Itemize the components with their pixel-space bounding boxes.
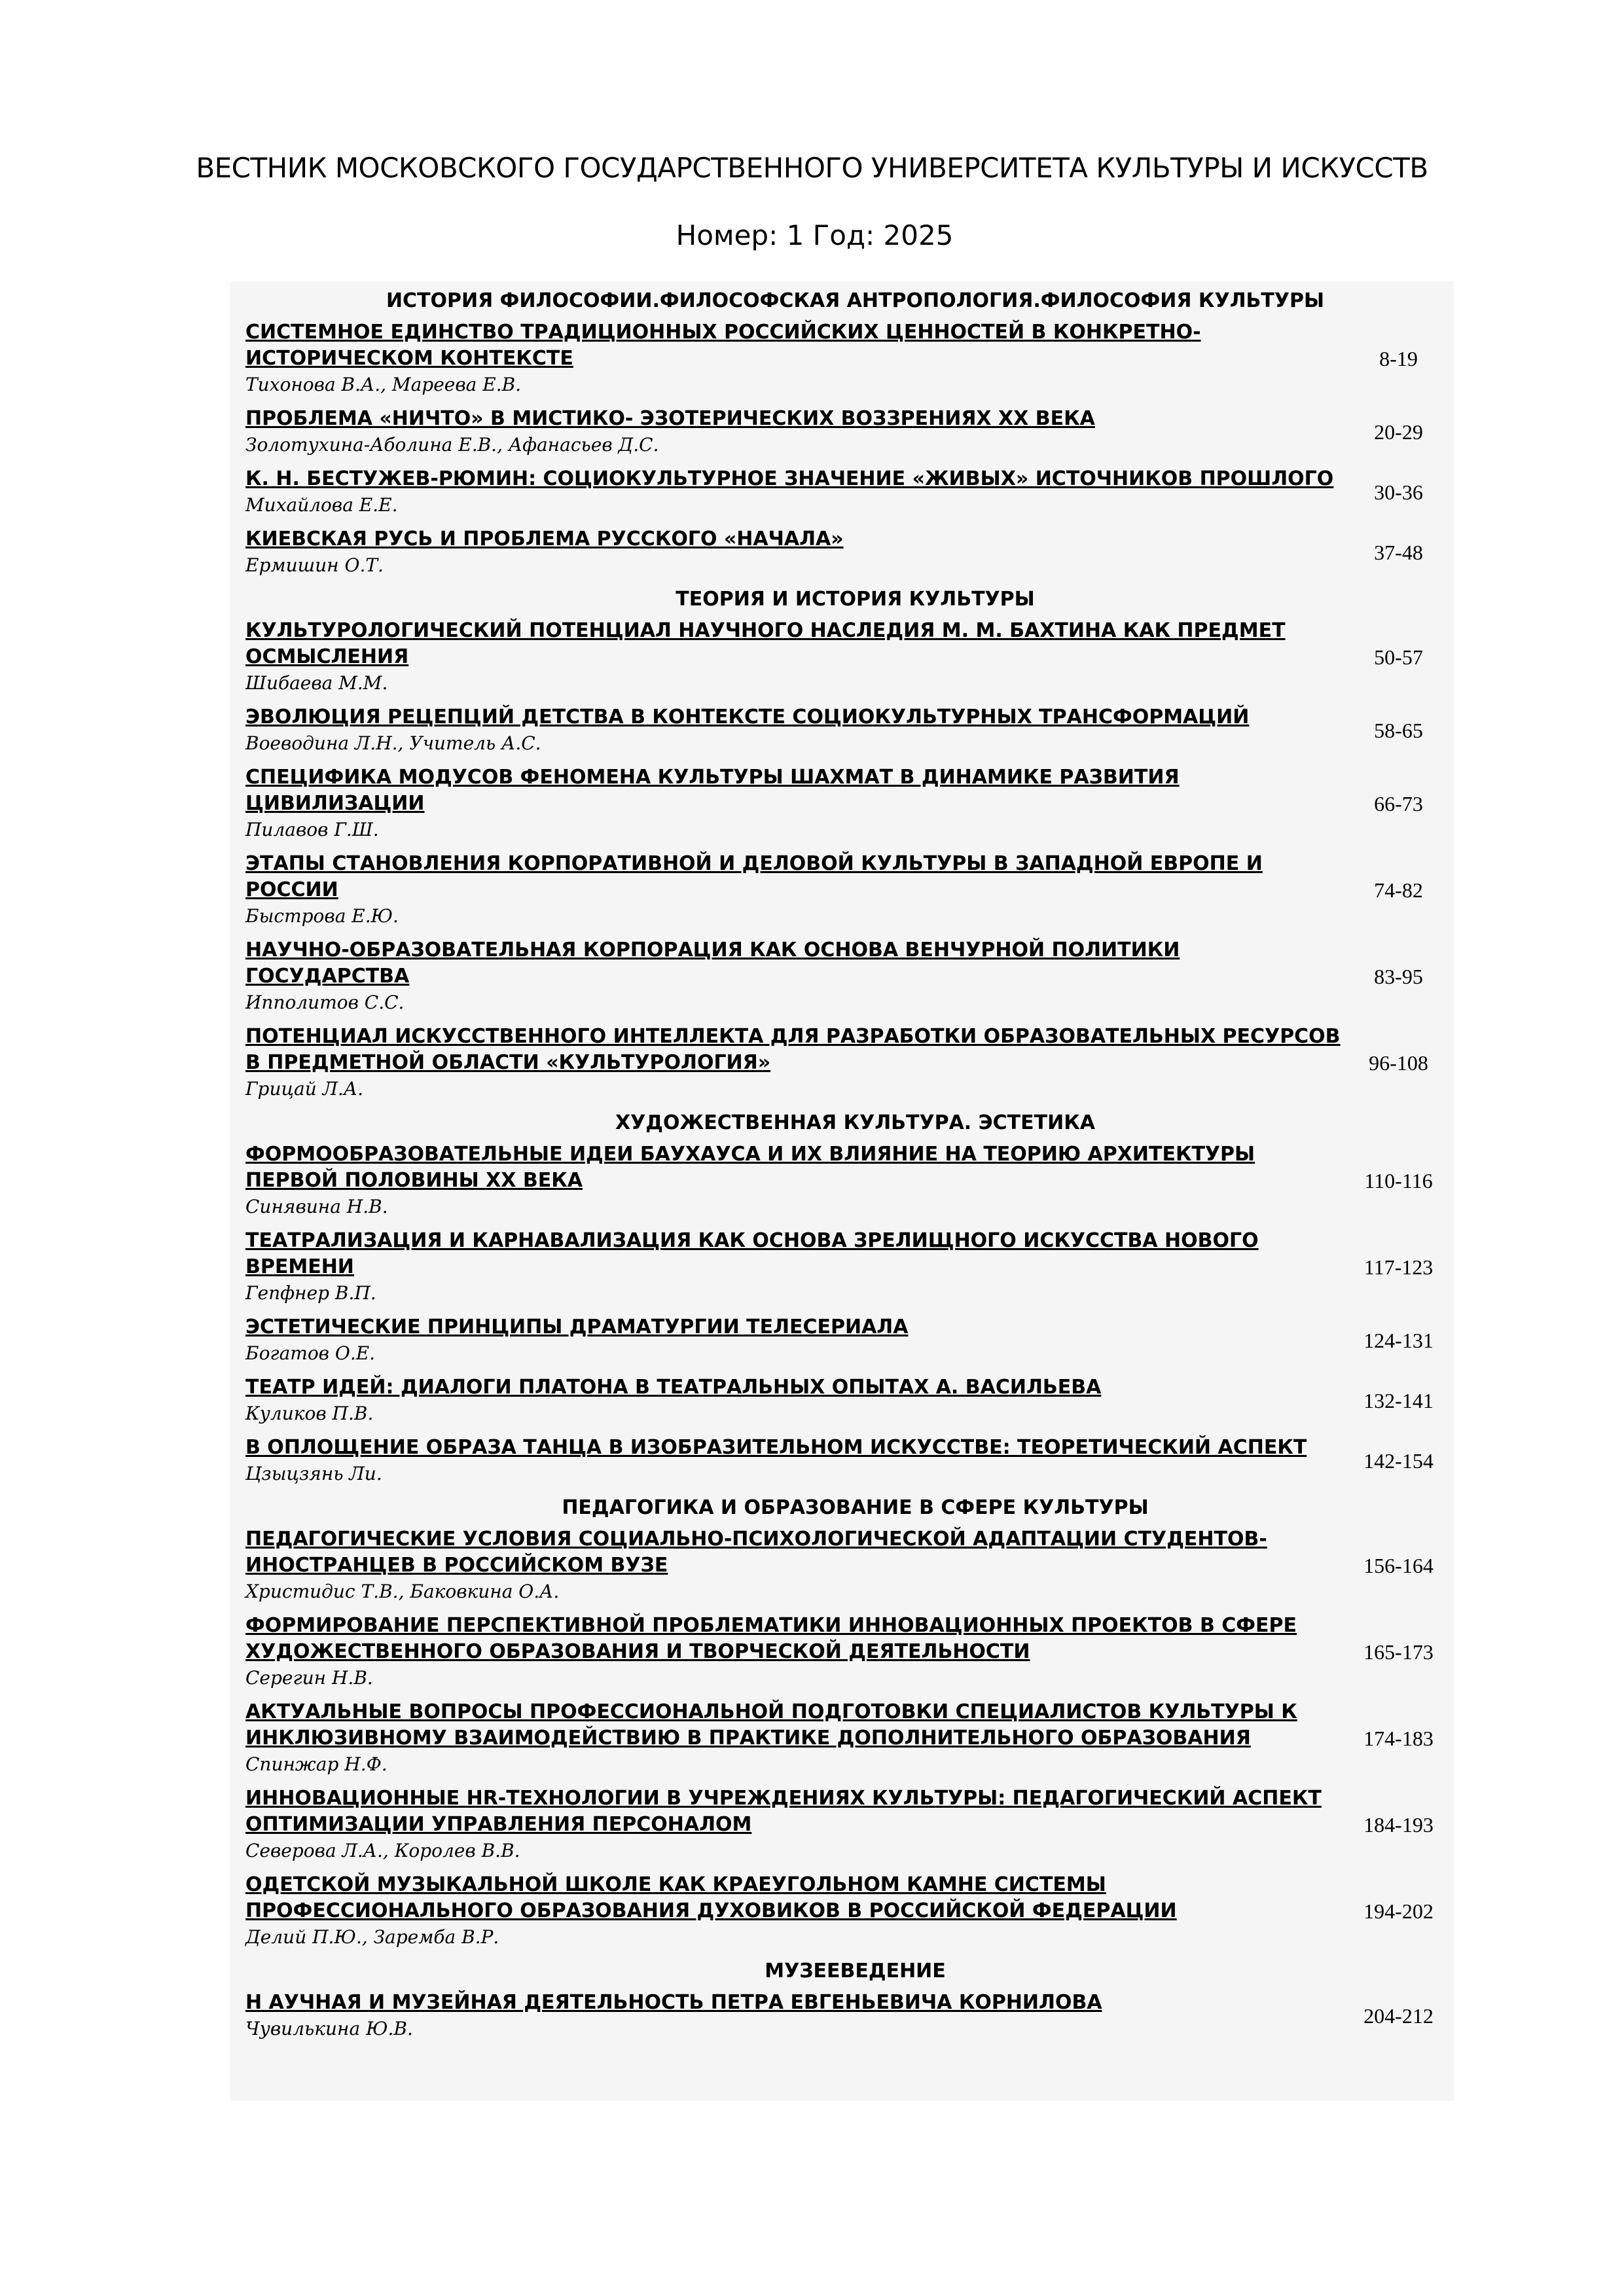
article-entry [230, 1024, 1454, 1102]
article-pages: 50-57 [1374, 645, 1423, 669]
article-authors: Богатов О.Е. [245, 1342, 376, 1364]
article-entry [230, 526, 1454, 579]
article-entry [230, 319, 1454, 398]
article-pages: 165-173 [1363, 1640, 1434, 1664]
article-pages: 184-193 [1363, 1812, 1434, 1837]
article-pages: 83-95 [1374, 964, 1423, 988]
article-info [230, 937, 1343, 1016]
article-pages: 174-183 [1363, 1726, 1434, 1750]
section-heading: ПЕДАГОГИКА И ОБРАЗОВАНИЕ В СФЕРЕ КУЛЬТУРЫ [562, 1496, 1149, 1519]
article-title-link[interactable]: ФОРМИРОВАНИЕ ПЕРСПЕКТИВНОЙ ПРОБЛЕМАТИКИ ИННОВАЦИОННЫХ ПРОЕКТОВ В СФЕРЕ [245, 1614, 1297, 1637]
article-title-link[interactable]: ПРОБЛЕМА «НИЧТО» В МИСТИКО- ЭЗОТЕРИЧЕСКИХ ВОЗЗРЕНИЯХ XX ВЕКА [245, 407, 1095, 430]
article-authors: Чувилькина Ю.В. [245, 2018, 413, 2039]
article-info [230, 764, 1343, 843]
article-info [230, 1141, 1343, 1220]
article-pages: 96-108 [1369, 1050, 1428, 1075]
article-info [230, 1228, 1343, 1306]
article-title-link[interactable]: ОСМЫСЛЕНИЯ [245, 645, 409, 668]
article-info [230, 1785, 1343, 1864]
article-pages: 110-116 [1364, 1168, 1433, 1193]
article-authors: Северова Л.А., Королев В.В. [245, 1840, 520, 1861]
article-title-link[interactable]: В ПРЕДМЕТНОЙ ОБЛАСТИ «КУЛЬТУРОЛОГИЯ» [245, 1051, 771, 1074]
article-authors: Христидис Т.В., Баковкина О.А. [245, 1581, 560, 1602]
article-info [230, 319, 1343, 398]
article-authors: Михайлова Е.Е. [245, 494, 398, 516]
article-entry [230, 466, 1454, 518]
article-authors: Пилавов Г.Ш. [245, 819, 379, 840]
article-title-link[interactable]: СИСТЕМНОЕ ЕДИНСТВО ТРАДИЦИОННЫХ РОССИЙСКИХ ЦЕННОСТЕЙ В КОНКРЕТНО- [245, 321, 1201, 344]
table-of-contents [230, 281, 1454, 2101]
article-entry [230, 618, 1454, 696]
article-info [230, 1613, 1343, 1691]
article-authors: Гепфнер В.П. [245, 1282, 376, 1304]
article-info [230, 851, 1343, 929]
article-pages: 74-82 [1374, 878, 1423, 902]
article-pages: 124-131 [1363, 1328, 1434, 1352]
article-authors: Воеводина Л.Н., Учитель А.С. [245, 732, 541, 754]
article-title-link[interactable]: РОССИИ [245, 878, 338, 901]
article-title-link[interactable]: КУЛЬТУРОЛОГИЧЕСКИЙ ПОТЕНЦИАЛ НАУЧНОГО НАСЛЕДИЯ М. М. БАХТИНА КАК ПРЕДМЕТ [245, 619, 1286, 642]
article-entry [230, 1374, 1454, 1427]
article-pages: 117-123 [1363, 1255, 1434, 1279]
article-authors: Цзыцзянь Ли. [245, 1463, 382, 1484]
article-entry [230, 937, 1454, 1016]
article-title-link[interactable]: ТЕАТРАЛИЗАЦИЯ И КАРНАВАЛИЗАЦИЯ КАК ОСНОВА ЗРЕЛИЩНОГО ИСКУССТВА НОВОГО [245, 1229, 1259, 1252]
article-title-link[interactable]: ПРОФЕССИОНАЛЬНОГО ОБРАЗОВАНИЯ ДУХОВИКОВ В РОССИЙСКОЙ ФЕДЕРАЦИИ [245, 1899, 1177, 1922]
article-pages: 156-164 [1363, 1553, 1434, 1577]
article-pages: 142-154 [1363, 1448, 1434, 1473]
article-info [230, 466, 1343, 518]
article-title-link[interactable]: Н АУЧНАЯ И МУЗЕЙНАЯ ДЕЯТЕЛЬНОСТЬ ПЕТРА ЕВГЕНЬЕВИЧА КОРНИЛОВА [245, 1991, 1102, 2014]
article-authors: Ипполитов С.С. [245, 992, 405, 1013]
article-pages: 194-202 [1363, 1899, 1434, 1923]
article-info [230, 1872, 1343, 1950]
article-title-link[interactable]: ФОРМООБРАЗОВАТЕЛЬНЫЕ ИДЕИ БАУХАУСА И ИХ ВЛИЯНИЕ НА ТЕОРИЮ АРХИТЕКТУРЫ [245, 1143, 1255, 1166]
article-authors: Серегин Н.В. [245, 1667, 373, 1689]
article-title-link[interactable]: ПЕРВОЙ ПОЛОВИНЫ XX ВЕКА [245, 1169, 583, 1192]
article-authors: Спинжар Н.Ф. [245, 1753, 388, 1775]
issue-info: Номер: 1 Год: 2025 [676, 219, 954, 251]
article-title-link[interactable]: ЭСТЕТИЧЕСКИЕ ПРИНЦИПЫ ДРАМАТУРГИИ ТЕЛЕСЕРИАЛА [245, 1316, 909, 1338]
article-title-link[interactable]: В ОПЛОЩЕНИЕ ОБРАЗА ТАНЦА В ИЗОБРАЗИТЕЛЬНОМ ИСКУССТВЕ: ТЕОРЕТИЧЕСКИЙ АСПЕКТ [245, 1436, 1307, 1459]
article-title-link[interactable]: ТЕАТР ИДЕЙ: ДИАЛОГИ ПЛАТОНА В ТЕАТРАЛЬНЫХ ОПЫТАХ А. ВАСИЛЬЕВА [245, 1376, 1102, 1399]
article-title-link[interactable]: ИСТОРИЧЕСКОМ КОНТЕКСТЕ [245, 347, 573, 370]
journal-title: ВЕСТНИК МОСКОВСКОГО ГОСУДАРСТВЕННОГО УНИВЕРСИТЕТА КУЛЬТУРЫ И ИСКУССТВ [196, 152, 1428, 184]
article-title-link[interactable]: ПЕДАГОГИЧЕСКИЕ УСЛОВИЯ СОЦИАЛЬНО-ПСИХОЛОГИЧЕСКОЙ АДАПТАЦИИ СТУДЕНТОВ- [245, 1528, 1267, 1551]
article-entry [230, 1613, 1454, 1691]
article-title-link[interactable]: ЭВОЛЮЦИЯ РЕЦЕПЦИЙ ДЕТСТВА В КОНТЕКСТЕ СОЦИОКУЛЬТУРНЫХ ТРАНСФОРМАЦИЙ [245, 706, 1250, 728]
article-info [230, 406, 1343, 458]
article-title-link[interactable]: ОПТИМИЗАЦИИ УПРАВЛЕНИЯ ПЕРСОНАЛОМ [245, 1813, 752, 1836]
article-entry [230, 1228, 1454, 1306]
article-authors: Тихонова В.А., Мареева Е.В. [245, 374, 522, 395]
article-title-link[interactable]: ОДЕТСКОЙ МУЗЫКАЛЬНОЙ ШКОЛЕ КАК КРАЕУГОЛЬНОМ КАМНЕ СИСТЕМЫ [245, 1873, 1106, 1896]
article-authors: Быстрова Е.Ю. [245, 905, 399, 927]
article-info [230, 1314, 1343, 1367]
article-entry [230, 1699, 1454, 1778]
article-pages: 58-65 [1374, 718, 1423, 742]
article-authors: Грицай Л.А. [245, 1078, 364, 1100]
article-info [230, 618, 1343, 696]
article-entry [230, 851, 1454, 929]
article-title-link[interactable]: ИНОСТРАНЦЕВ В РОССИЙСКОМ ВУЗЕ [245, 1554, 668, 1577]
article-entry [230, 1872, 1454, 1950]
section-heading: МУЗЕЕВЕДЕНИЕ [765, 1960, 946, 1982]
article-authors: Синявина Н.В. [245, 1196, 388, 1217]
article-title-link[interactable]: К. Н. БЕСТУЖЕВ-РЮМИН: СОЦИОКУЛЬТУРНОЕ ЗНАЧЕНИЕ «ЖИВЫХ» ИСТОЧНИКОВ ПРОШЛОГО [245, 467, 1334, 490]
article-entry [230, 704, 1454, 757]
article-entry [230, 1990, 1454, 2042]
article-title-link[interactable]: АКТУАЛЬНЫЕ ВОПРОСЫ ПРОФЕССИОНАЛЬНОЙ ПОДГОТОВКИ СПЕЦИАЛИСТОВ КУЛЬТУРЫ К [245, 1700, 1297, 1723]
article-title-link[interactable]: ПОТЕНЦИАЛ ИСКУССТВЕННОГО ИНТЕЛЛЕКТА ДЛЯ РАЗРАБОТКИ ОБРАЗОВАТЕЛЬНЫХ РЕСУРСОВ [245, 1025, 1341, 1048]
article-pages: 37-48 [1374, 540, 1423, 564]
article-title-link[interactable]: ЦИВИЛИЗАЦИИ [245, 792, 425, 815]
article-entry [230, 1785, 1454, 1864]
article-entry [230, 1526, 1454, 1605]
article-info [230, 704, 1343, 757]
article-info [230, 1024, 1343, 1102]
article-info [230, 1374, 1343, 1427]
article-pages: 204-212 [1363, 2003, 1434, 2028]
article-title-link[interactable]: КИЕВСКАЯ РУСЬ И ПРОБЛЕМА РУССКОГО «НАЧАЛА» [245, 528, 844, 550]
article-pages: 132-141 [1363, 1388, 1434, 1412]
article-title-link[interactable]: СПЕЦИФИКА МОДУСОВ ФЕНОМЕНА КУЛЬТУРЫ ШАХМАТ В ДИНАМИКЕ РАЗВИТИЯ [245, 766, 1180, 789]
article-info [230, 1526, 1343, 1605]
article-info [230, 526, 1343, 579]
section-heading: ИСТОРИЯ ФИЛОСОФИИ.ФИЛОСОФСКАЯ АНТРОПОЛОГИЯ.ФИЛОСОФИЯ КУЛЬТУРЫ [386, 289, 1325, 312]
article-pages: 30-36 [1374, 480, 1423, 504]
section-heading: ТЕОРИЯ И ИСТОРИЯ КУЛЬТУРЫ [676, 588, 1035, 611]
article-authors: Золотухина-Аболина Е.В., Афанасьев Д.С. [245, 434, 659, 456]
section-heading: ХУДОЖЕСТВЕННАЯ КУЛЬТУРА. ЭСТЕТИКА [615, 1111, 1095, 1134]
article-title-link[interactable]: ИННОВАЦИОННЫЕ HR-ТЕХНОЛОГИИ В УЧРЕЖДЕНИЯХ КУЛЬТУРЫ: ПЕДАГОГИЧЕСКИЙ АСПЕКТ [245, 1787, 1322, 1810]
article-authors: Делий П.Ю., Заремба В.Р. [245, 1926, 499, 1948]
article-info [230, 1699, 1343, 1778]
article-info [230, 1435, 1343, 1487]
article-entry [230, 764, 1454, 843]
article-entry [230, 1314, 1454, 1367]
article-entry [230, 1435, 1454, 1487]
article-title-link[interactable]: ВРЕМЕНИ [245, 1255, 354, 1278]
article-entry [230, 406, 1454, 458]
article-pages: 20-29 [1374, 420, 1423, 444]
article-authors: Ермишин О.Т. [245, 554, 384, 576]
article-title-link[interactable]: ЭТАПЫ СТАНОВЛЕНИЯ КОРПОРАТИВНОЙ И ДЕЛОВОЙ КУЛЬТУРЫ В ЗАПАДНОЙ ЕВРОПЕ И [245, 852, 1263, 875]
article-title-link[interactable]: ГОСУДАРСТВА [245, 965, 410, 988]
article-entry [230, 1141, 1454, 1220]
article-title-link[interactable]: ИНКЛЮЗИВНОМУ ВЗАИМОДЕЙСТВИЮ В ПРАКТИКЕ ДОПОЛНИТЕЛЬНОГО ОБРАЗОВАНИЯ [245, 1727, 1251, 1749]
article-authors: Шибаева М.М. [245, 672, 388, 694]
article-authors: Куликов П.В. [245, 1403, 374, 1424]
article-pages: 8-19 [1379, 346, 1418, 370]
article-pages: 66-73 [1374, 791, 1423, 816]
article-title-link[interactable]: ХУДОЖЕСТВЕННОГО ОБРАЗОВАНИЯ И ТВОРЧЕСКОЙ ДЕЯТЕЛЬНОСТИ [245, 1640, 1030, 1663]
article-title-link[interactable]: НАУЧНО-ОБРАЗОВАТЕЛЬНАЯ КОРПОРАЦИЯ КАК ОСНОВА ВЕНЧУРНОЙ ПОЛИТИКИ [245, 939, 1180, 961]
article-info [230, 1990, 1343, 2042]
